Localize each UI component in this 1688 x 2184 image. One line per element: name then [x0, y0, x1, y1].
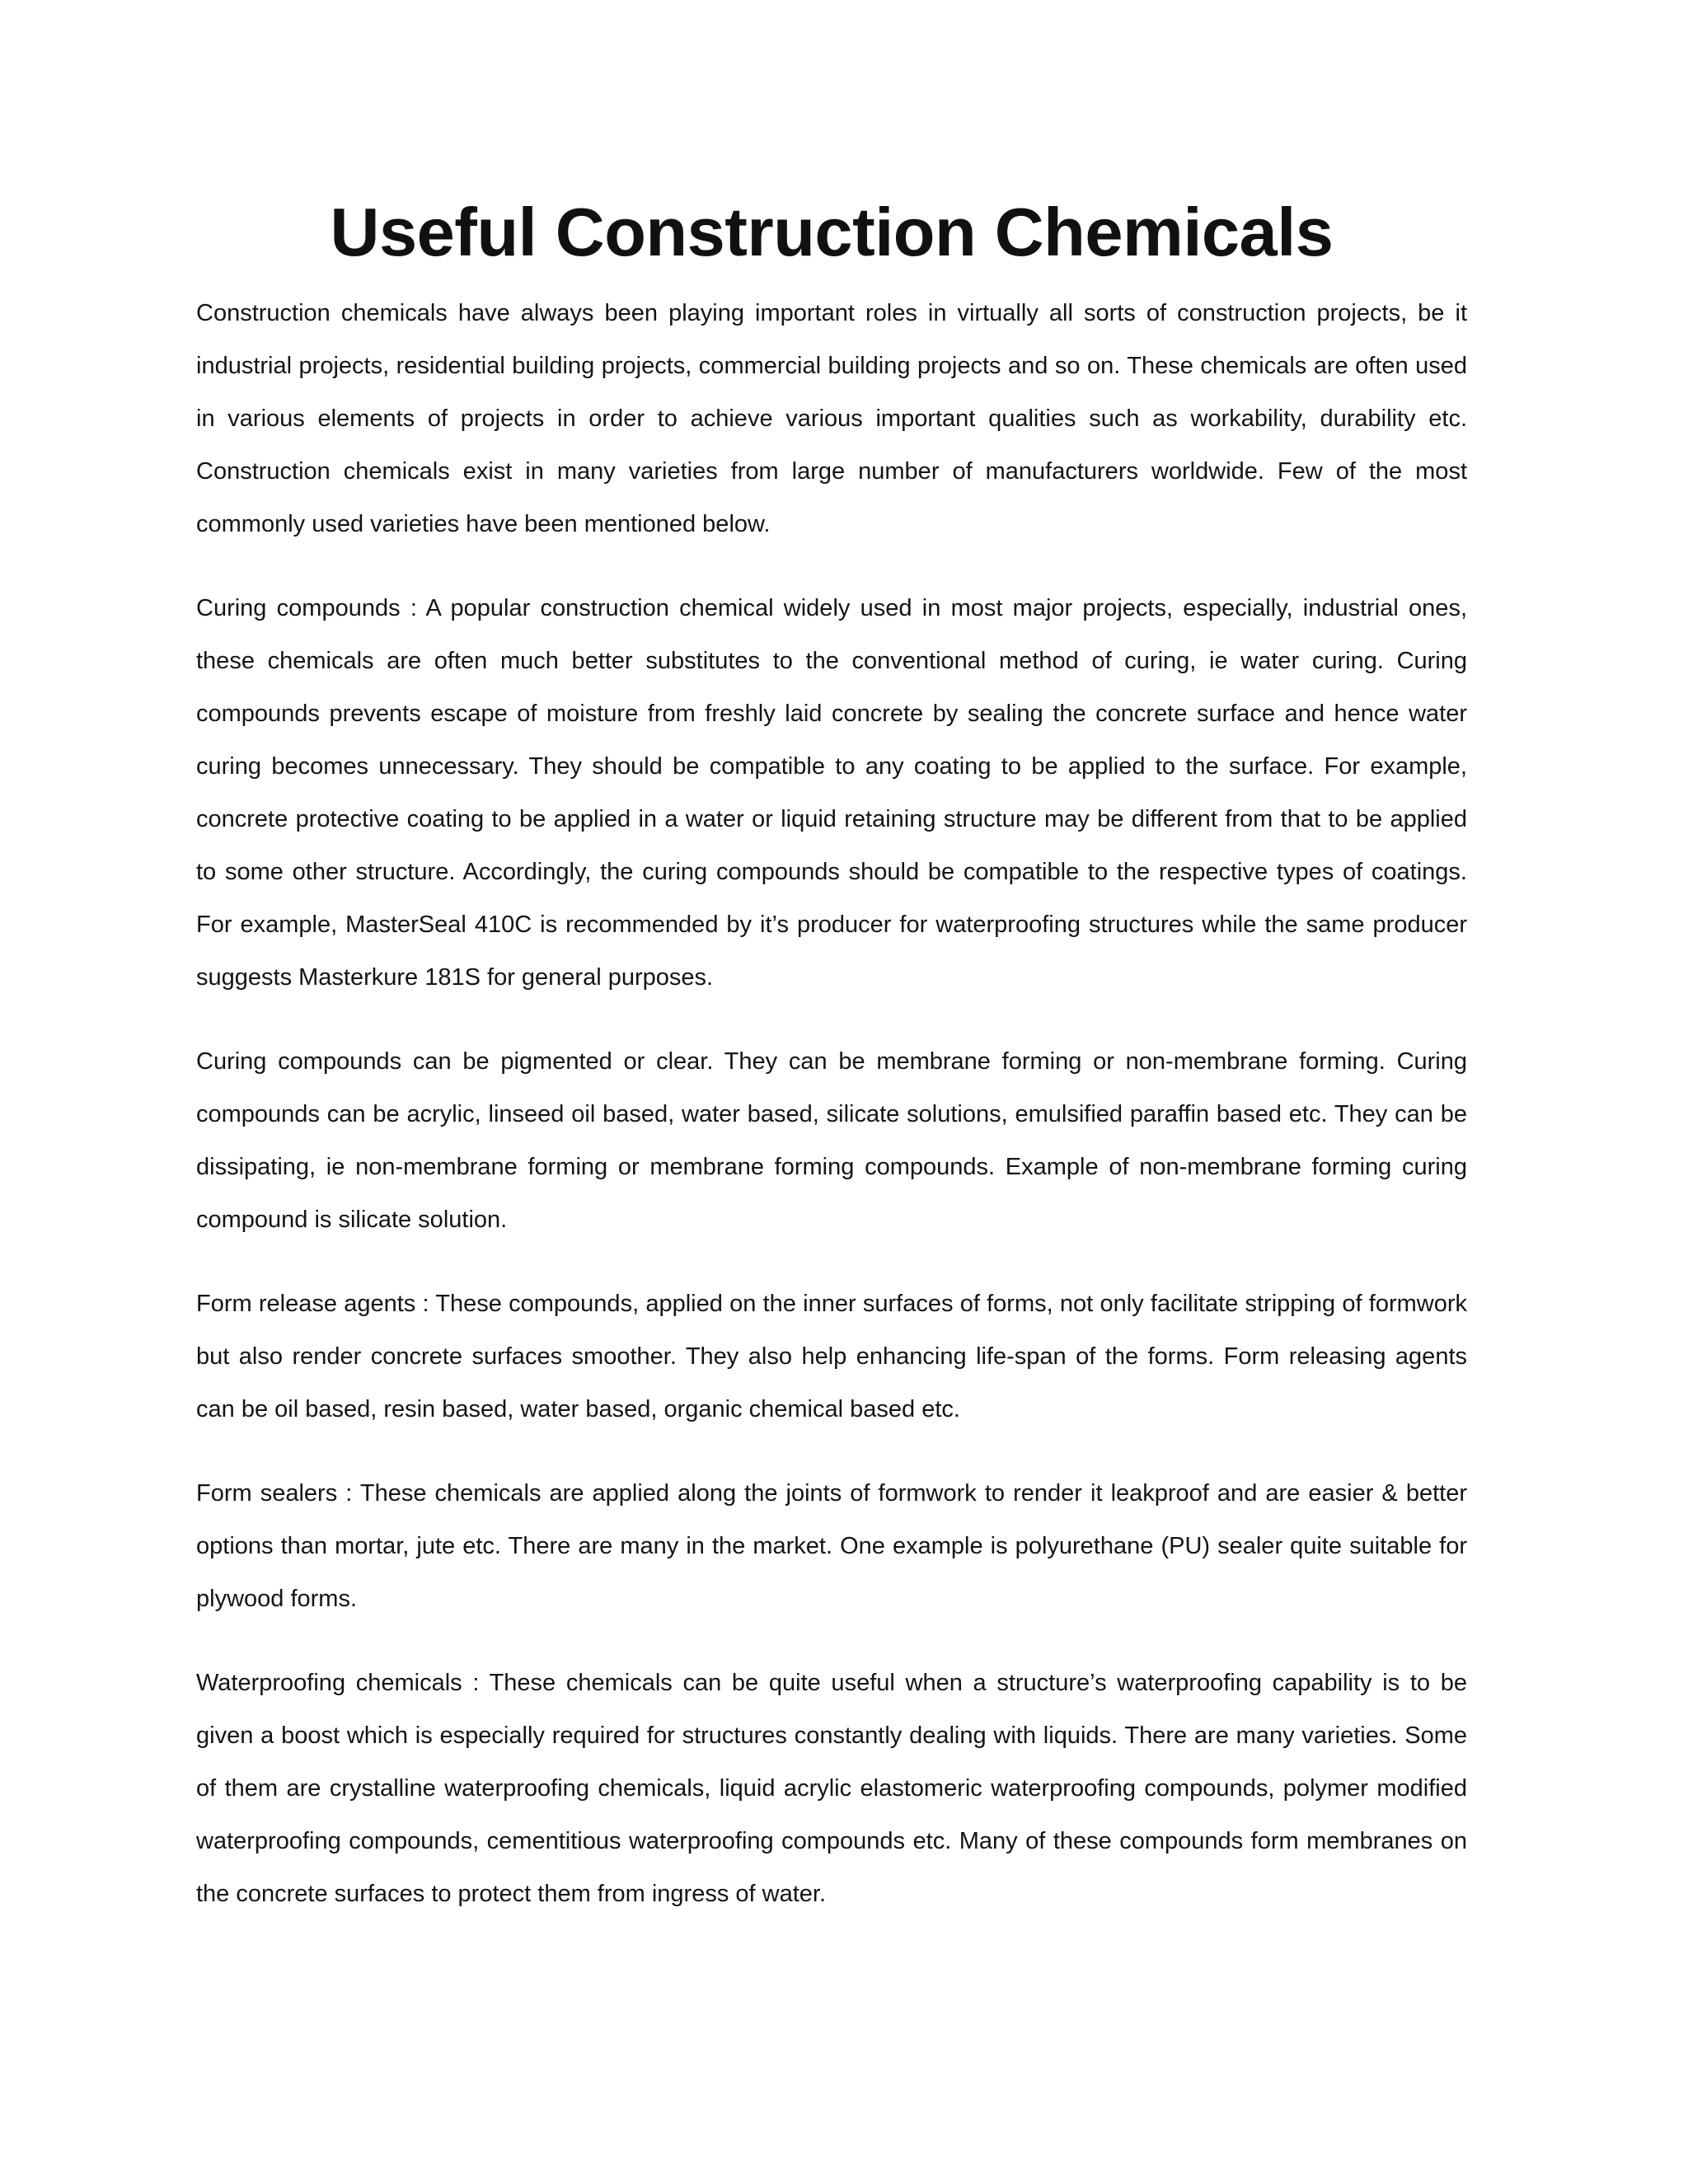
- paragraph-curing-compounds: Curing compounds : A popular construction chemical widely used in most major projects, especially, industrial ones, these chemicals are often much better substitutes to the conventional method of curing, ie water curing. Curing compounds prevents escape of moisture from freshly laid concrete by sealing the concrete surface and hence water curing becomes unnecessary. They should be compatible to any coating to be applied to the surface. For example, concrete protective coating to be applied in a water or liquid retaining structure may be different from that to be applied to some other structure. Accordingly, the curing compounds should be compatible to the respective types of coatings. For example, MasterSeal 410C is recommended by it’s producer for waterproofing structures while the same producer suggests Masterkure 181S for general purposes.: [196, 595, 1467, 991]
- page-title: Useful Construction Chemicals: [330, 194, 1334, 270]
- paragraph-curing-compound-types: Curing compounds can be pigmented or clear. They can be membrane forming or non-membrane forming. Curing compounds can be acrylic, linseed oil based, water based, silicate solutions, emulsified paraffin based etc. They can be dissipating, ie non-membrane forming or membrane forming compounds. Example of non-membrane forming curing compound is silicate solution.: [196, 1048, 1467, 1233]
- document-body: [196, 287, 1467, 1952]
- paragraph-waterproofing-chemicals: Waterproofing chemicals : These chemicals can be quite useful when a structure’s waterproofing capability is to be given a boost which is especially required for structures constantly dealing with liquids. There are many varieties. Some of them are crystalline waterproofing chemicals, liquid acrylic elastomeric waterproofing compounds, polymer modified waterproofing compounds, cementitious waterproofing compounds etc. Many of these compounds form membranes on the concrete surfaces to protect them from ingress of water.: [196, 1670, 1467, 1907]
- paragraph-form-sealers: Form sealers : These chemicals are applied along the joints of formwork to render it leakproof and are easier & better options than mortar, jute etc. There are many in the market. One example is polyurethane (PU) sealer quite suitable for plywood forms.: [196, 1480, 1467, 1612]
- paragraph-form-release-agents: Form release agents : These compounds, applied on the inner surfaces of forms, not only facilitate stripping of formwork but also render concrete surfaces smoother. They also help enhancing life-span of the forms. Form releasing agents can be oil based, resin based, water based, organic chemical based etc.: [196, 1291, 1467, 1422]
- paragraph-introduction: Construction chemicals have always been playing important roles in virtually all sorts of construction projects, be it industrial projects, residential building projects, commercial building projects and so on. These chemicals are often used in various elements of projects in order to achieve various important qualities such as workability, durability etc. Construction chemicals exist in many varieties from large number of manufacturers worldwide. Few of the most commonly used varieties have been mentioned below.: [196, 300, 1467, 537]
